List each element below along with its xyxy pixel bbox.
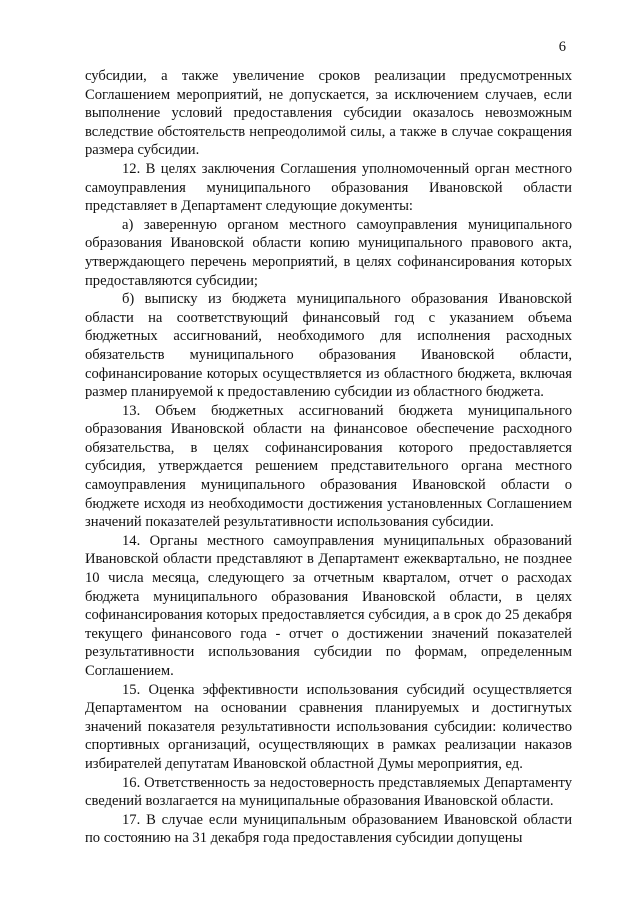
paragraph-clause-17: 17. В случае если муниципальным образованием Ивановской области по состоянию на 31 декабря года предоставления субсидии допущены xyxy=(85,811,572,847)
document-body xyxy=(85,67,572,848)
paragraph-clause-12-b: б) выписку из бюджета муниципального образования Ивановской области на соответствующий финансовый год с указанием объема бюджетных ассигнований, необходимого для исполнения расходных обязательств муниципального образования Ивановской области, софинансирование которых осуществляется из областного бюджета, включая размер планируемой к предоставлению субсидии из областного бюджета. xyxy=(85,291,572,401)
paragraph-clause-16: 16. Ответственность за недостоверность представляемых Департаменту сведений возлагается на муниципальные образования Ивановской области. xyxy=(85,774,572,810)
paragraph-clause-12-a: а) заверенную органом местного самоуправления муниципального образования Ивановской области копию муниципального правового акта, утверждающего перечень мероприятий, в целях софинансирования которых предоставляются субсидии; xyxy=(85,216,572,289)
paragraph-continuation: субсидии, а также увеличение сроков реализации предусмотренных Соглашением мероприятий, не допускается, за исключением случаев, если выполнение условий предоставления субсидии оказалось невозможным вследствие обстоятельств непреодолимой силы, а также в случае сокращения размера субсидии. xyxy=(85,68,572,159)
paragraph-clause-12: 12. В целях заключения Соглашения уполномоченный орган местного самоуправления муниципального образования Ивановской области представляет в Департамент следующие документы: xyxy=(85,160,572,215)
paragraph-clause-14: 14. Органы местного самоуправления муниципальных образований Ивановской области представляют в Департамент ежеквартально, не позднее 10 числа месяца, следующего за отчетным кварталом, отчет о расходах бюджета муниципального образования Ивановской области, в целях софинансирования которых предоставляется субсидия, а в срок до 25 декабря текущего финансового года - отчет о достижении значений показателей результативности использования субсидии по формам, определенным Соглашением. xyxy=(85,532,572,679)
paragraph-clause-15: 15. Оценка эффективности использования субсидий осуществляется Департаментом на основании сравнения планируемых и достигнутых значений показателя результативности использования субсидии: количество спортивных организаций, осуществляющих в рамках реализации наказов избирателей депутатам Ивановской областной Думы мероприятия, ед. xyxy=(85,681,572,772)
paragraph-clause-13: 13. Объем бюджетных ассигнований бюджета муниципального образования Ивановской области на финансовое обеспечение расходного обязательства, в целях софинансирования которого предоставляется субсидия, утверждается решением представительного органа местного самоуправления муниципального образования Ивановской области о бюджете исходя из необходимости достижения установленных Соглашением значений показателей результативности использования субсидии. xyxy=(85,402,572,531)
page-number: 6 xyxy=(558,39,566,55)
